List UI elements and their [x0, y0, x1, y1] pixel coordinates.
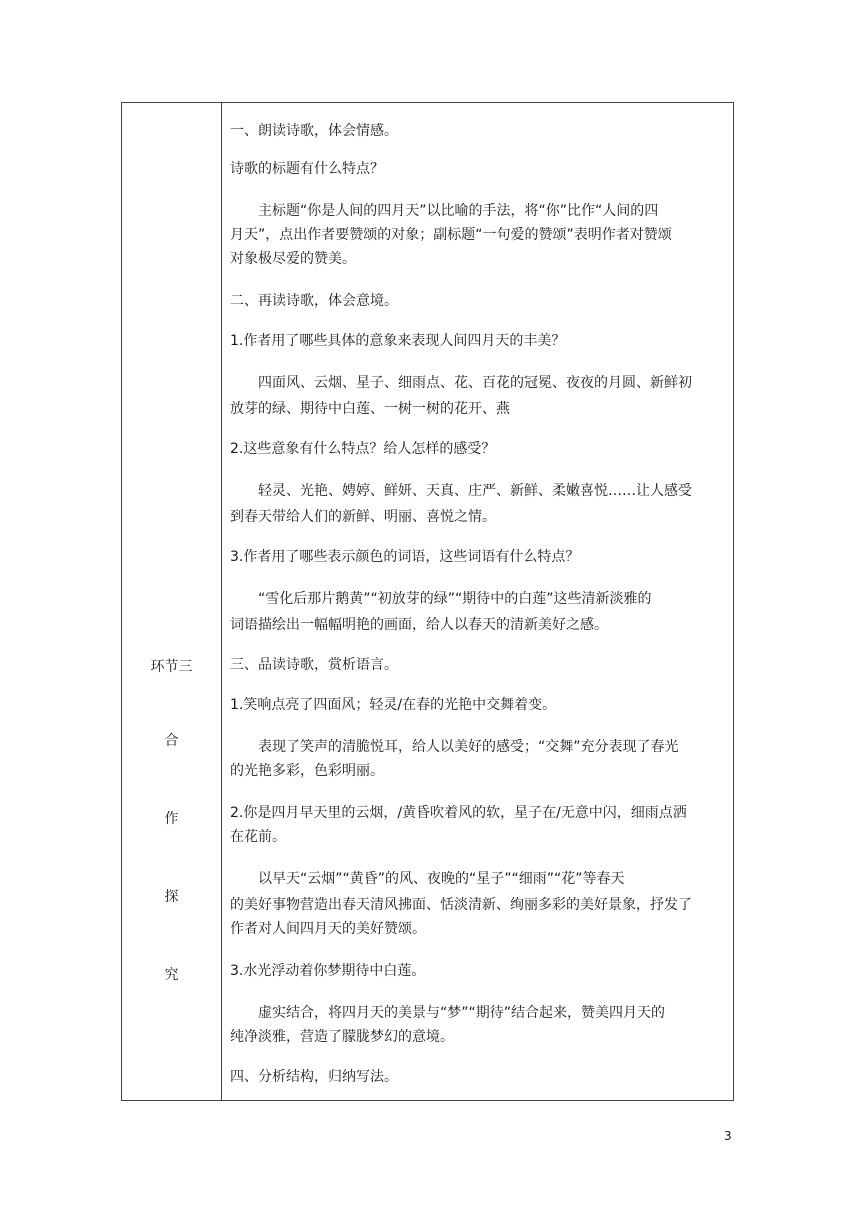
- answer-line: 到春天带给人们的新鲜、明丽、喜悦之情。: [230, 509, 496, 525]
- section-heading: 四、分析结构，归纳写法。: [230, 1069, 398, 1085]
- answer-line: “雪化后那片鹅黄”“初放芽的绿”“期待中的白莲”这些清新淡雅的: [258, 591, 652, 607]
- question: 3.水光浮动着你梦期待中白莲。: [230, 963, 426, 979]
- answer-line: 表现了笑声的清脆悦耳，给人以美好的感受；“交舞”充分表现了春光: [258, 739, 679, 755]
- page-number: 3: [724, 1129, 732, 1143]
- answer-line: 纯净淡雅，营造了朦胧梦幻的意境。: [230, 1029, 454, 1045]
- answer-line: 作者对人间四月天的美好赞颂。: [230, 921, 426, 937]
- answer-line: 的美好事物营造出春天清风拂面、恬淡清新、绚丽多彩的美好景象，抒发了: [230, 897, 692, 913]
- answer-line: 的光艳多彩，色彩明丽。: [230, 763, 384, 779]
- stage-char-2: 作: [164, 811, 179, 827]
- stage-char-3: 探: [164, 889, 179, 905]
- question: 2.这些意象有什么特点？给人怎样的感受？: [230, 441, 496, 457]
- question: 1.作者用了哪些具体的意象来表现人间四月天的丰美？: [230, 333, 566, 349]
- section-heading: 一、朗读诗歌，体会情感。: [230, 123, 398, 139]
- stage-title: 环节三: [150, 659, 193, 675]
- answer-line: 放芽的绿、期待中白莲、一树一树的花开、燕: [230, 401, 510, 417]
- answer-line: 虚实结合，将四月天的美景与“梦”“期待”结合起来，赞美四月天的: [258, 1005, 666, 1021]
- stage-column: [122, 103, 222, 1100]
- answer-line: 以早天“云烟”“黄昏”的风、夜晚的“星子”“细雨”“花”等春天: [258, 871, 625, 887]
- answer-line: 对象极尽爱的赞美。: [230, 251, 356, 267]
- question: 2.你是四月早天里的云烟，/黄昏吹着风的软，星子在/无意中闪，细雨点洒: [230, 805, 687, 821]
- question: 在花前。: [230, 829, 286, 845]
- question: 3.作者用了哪些表示颜色的词语，这些词语有什么特点？: [230, 549, 580, 565]
- stage-char-1: 合: [164, 733, 179, 749]
- section-heading: 二、再读诗歌，体会意境。: [230, 293, 398, 309]
- answer-line: 四面风、云烟、星子、细雨点、花、百花的冠冕、夜夜的月圆、新鲜初: [258, 375, 692, 391]
- answer-line: 主标题“你是人间的四月天”以比喻的手法，将“你”比作“人间的四: [258, 203, 659, 219]
- answer-line: 月天”，点出作者要赞颂的对象；副标题“一句爱的赞颂”表明作者对赞颂: [230, 227, 672, 243]
- lesson-table: [121, 102, 734, 1101]
- answer-line: 轻灵、光艳、娉婷、鲜妍、天真、庄严、新鲜、柔嫩喜悦……让人感受: [258, 483, 692, 499]
- question: 诗歌的标题有什么特点？: [230, 161, 384, 177]
- stage-char-4: 究: [164, 967, 179, 983]
- content-column: [222, 103, 733, 1100]
- question: 1.笑响点亮了四面风；轻灵/在春的光艳中交舞着变。: [230, 697, 557, 713]
- answer-line: 词语描绘出一幅幅明艳的画面，给人以春天的清新美好之感。: [230, 617, 608, 633]
- section-heading: 三、品读诗歌，赏析语言。: [230, 657, 398, 673]
